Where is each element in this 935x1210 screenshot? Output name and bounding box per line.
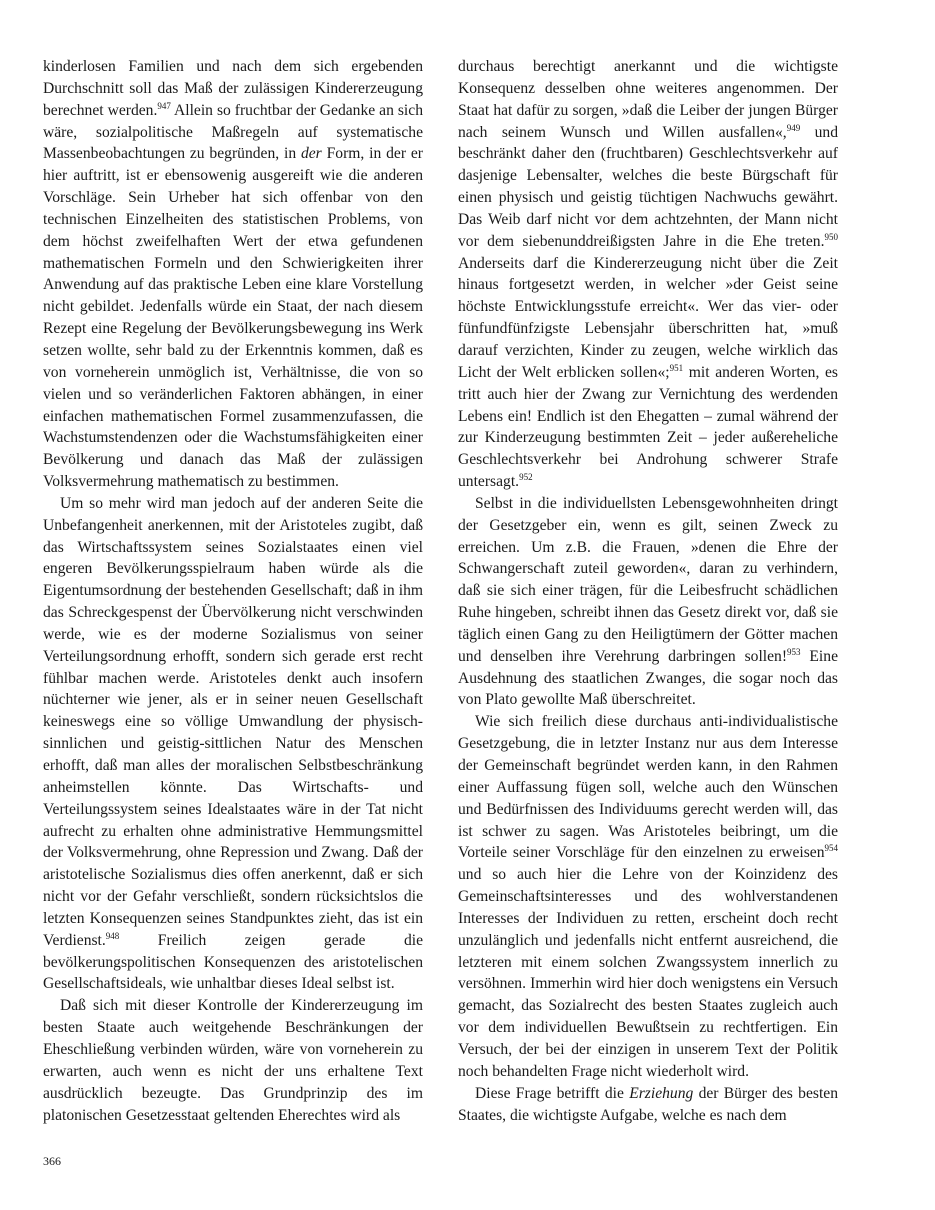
footnote-ref: 953	[787, 646, 801, 657]
footnote-ref: 950	[824, 231, 838, 242]
left-column	[43, 56, 423, 1126]
footnote-ref: 952	[519, 472, 533, 483]
paragraph: Wie sich freilich diese durchaus anti-individualistische Gesetzgebung, die in letzter Instanz nur aus dem Interesse der Gemeinschaft begründet werden kann, in den Rahmen einer Auffassung fügen soll, welche auch den Wünschen und Bedürfnissen des Individuums gerecht werden will, das ist schwer zu sagen. Was Aristoteles beibringt, um die Vorteile seiner Vorschläge für den einzelnen zu erweisen$^{954}$ und so auch hier die Lehre von der Koinzidenz des Gemeinschaftsinteresses und des wohlverstandenen Interesses der Individuen zu retten, erscheint doch recht unzulänglich und jedenfalls nicht entfernt ausreichend, die letzteren mit einem solchen Zwangssystem innerlich zu versöhnen. Immerhin wird hier doch wenigstens ein Versuch gemacht, das Sozialrecht des besten Staates zugleich auch vor dem individuellen Bewußtsein zu rechtfertigen. Ein Versuch, der bei der einzigen in unserem Text der Politik noch behandelten Frage nicht wiederholt wird.	[458, 713, 838, 1080]
page-number: 366	[43, 1154, 61, 1168]
paragraph: durchaus berechtigt anerkannt und die wichtigste Konsequenz desselben ohne weiteres angenommen. Der Staat hat dafür zu sorgen, »daß die Leiber der jungen Bürger nach seinem Wunsch und Willen ausfallen«,$^{949}$ und beschränkt daher den (fruchtbaren) Geschlechtsverkehr auf dasjenige Lebensalter, welches die beste Bürgschaft für einen physisch und geistig tüchtigen Nachwuchs gewährt. Das Weib darf nicht vor dem achtzehnten, der Mann nicht vor dem siebenunddreißigsten Jahre in die Ehe treten.$^{950}$ Anderseits darf die Kindererzeugung nicht über die Zeit hinaus fortgesetzt werden, in welcher »der Geist seine höchste Entwicklungsstufe erreicht«. Wer das vier- oder fünfundfünfzigste Lebensjahr überschritten hat, »muß darauf verzichten, Kinder zu zeugen, welche wirklich das Licht der Welt erblicken sollen«;$^{951}$ mit anderen Worten, es tritt auch hier der Zwang zur Vernichtung des werdenden Lebens ein! Endlich ist den Ehegatten – zumal während der zur Kinderzeugung bestimmten Zeit – jeder außereheliche Geschlechtsverkehr bei Androhung schwerer Strafe untersagt.$^{952}$	[458, 58, 838, 491]
paragraph: Selbst in die individuellsten Lebensgewohnheiten dringt der Gesetzgeber ein, wenn es gilt, seinen Zweck zu erreichen. Um z.B. die Frauen, »denen die Ehre der Schwangerschaft zuteil geworden«, daran zu verhindern, daß sie sich einer trägen, für die Leibesfrucht schädlichen Ruhe hingeben, schreibt ihnen das Gesetz direkt vor, daß sie täglich einen Gang zu den Heiligtümern der Götter machen und denselben ihre Verehrung darbringen sollen!$^{953}$ Eine Ausdehnung des staatlichen Zwanges, die sogar noch das von Plato gewollte Maß überschreitet.	[458, 494, 838, 709]
footnote-ref: 951	[669, 362, 684, 373]
footnote-ref: 948	[105, 930, 120, 941]
paragraph: Diese Frage betrifft die Erziehung der Bürger des besten Staates, die wichtigste Aufgabe, welche es nach dem	[458, 1084, 838, 1124]
footnote-ref: 954	[824, 843, 838, 854]
paragraph: kinderlosen Familien und nach dem sich ergebenden Durchschnitt soll das Maß der zulässigen Kindererzeugung berechnet werden.$^{947}$ Allein so fruchtbar der Gedanke an sich wäre, sozialpolitische Maßregeln auf systematische Massenbeobachtungen zu begründen, in der Form, in der er hier auftritt, ist er ebensowenig ausgereift wie die anderen Vorschläge. Sein Urheber hat sich offenbar von den technischen Einzelheiten des statistischen Problems, von dem höchst zweifelhaften Wert der etwa gefundenen mathematischen Formeln und den Schwierigkeiten ihrer Anwendung auf das praktische Leben eine klare Vorstellung nicht gebildet. Jedenfalls würde ein Staat, der nach diesem Rezept eine Regelung der Bevölkerungsbewegung ins Werk setzen wollte, sehr bald zu der Erkenntnis kommen, daß es von vorneherein unmöglich ist, Verhältnisse, die von so vielen und so veränderlichen Faktoren abhängen, in einer einfachen mathematischen Formel zusammenzufassen, die Wachstumstendenzen oder die Wachstumsfähigkeiten einer Bevölkerung und danach das Maß der zulässigen Volksvermehrung mathematisch zu bestimmen.	[43, 58, 423, 491]
paragraph: Daß sich mit dieser Kontrolle der Kindererzeugung im besten Staate auch weitgehende Beschränkungen der Eheschließung verbinden würden, wäre von vorneherein zu erwarten, auch wenn es nicht der uns erhaltene Text ausdrücklich bezeugte. Das Grundprinzip des im platonischen Gesetzesstaat geltenden Eherechtes wird als	[43, 997, 423, 1124]
footnote-ref: 947	[157, 100, 171, 111]
right-column	[458, 56, 838, 1126]
paragraph: Um so mehr wird man jedoch auf der anderen Seite die Unbefangenheit anerkennen, mit der Aristoteles zugibt, daß das Wirtschaftssystem seines Sozialstaates einen viel engeren Bevölkerungsspielraum haben würde als die Eigentumsordnung der bestehenden Gesellschaft; daß in ihm das Schreckgespenst der Übervölkerung nicht verschwinden werde, wie es der moderne Sozialismus von seiner Verteilungsordnung erhofft, sondern sich gerade erst recht fühlbar machen werde. Aristoteles denkt auch insofern nüchterner wie jener, als er in seiner neuen Gesellschaft keineswegs eine so völlige Umwandlung der physisch-sinnlichen und geistig-sittlichen Natur des Menschen erhofft, daß man alles der moralischen Selbstbeschränkung anheimstellen könnte. Das Wirtschafts- und Verteilungssystem seines Idealstaates wäre in der Tat nicht aufrecht zu erhalten ohne administrative Hemmungsmittel der Volksvermehrung, ohne Repression und Zwang. Daß der aristotelische Sozialismus dies offen anerkennt, daß er sich nicht vor der Gefahr verschließt, sondern rücksichtslos die letzten Konsequenzen seines Standpunktes zieht, das ist ein Verdienst.$^{948}$ Freilich zeigen gerade die bevölkerungspolitischen Konsequenzen des aristotelischen Gesellschaftsideals, wie unhaltbar dieses Ideal selbst ist.	[43, 494, 423, 993]
footnote-ref: 949	[786, 122, 801, 133]
